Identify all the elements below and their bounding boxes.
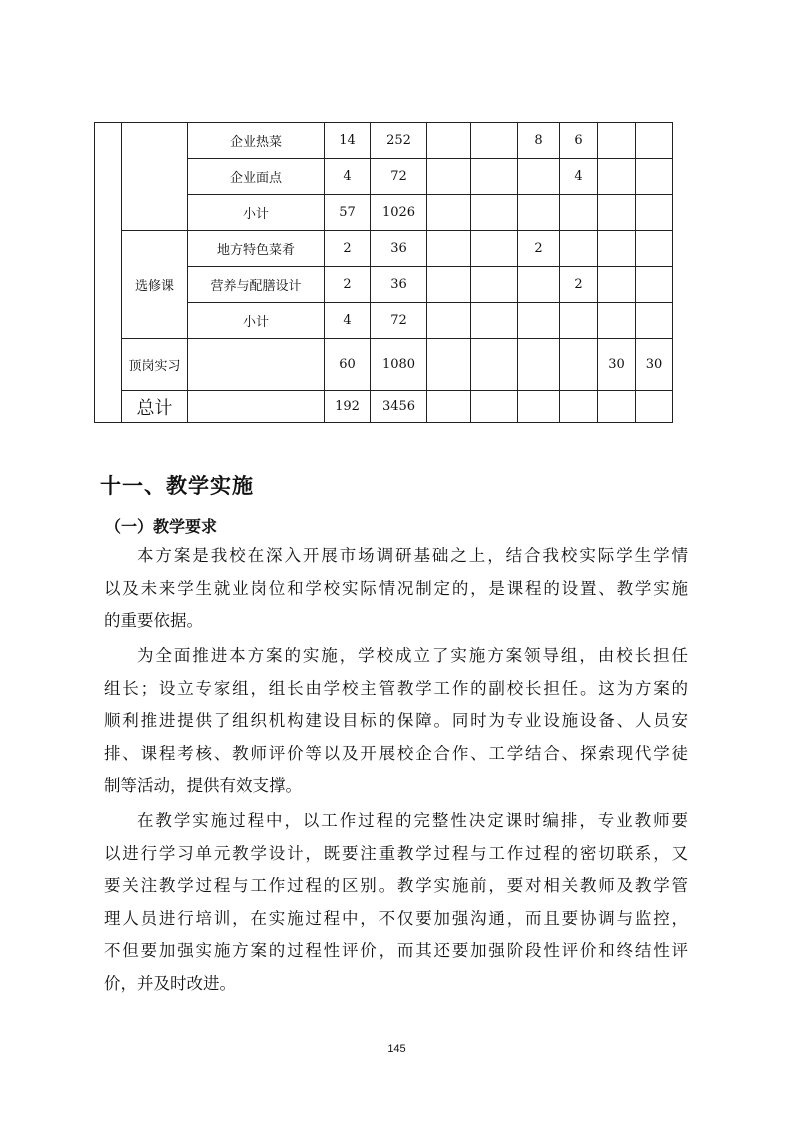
semester-cell	[636, 303, 673, 339]
course-name: 企业热菜	[188, 123, 325, 159]
course-name: 小计	[188, 303, 325, 339]
semester-cell	[636, 267, 673, 303]
page-number: 145	[387, 1043, 406, 1055]
semester-cell	[518, 267, 560, 303]
total-label: 总计	[122, 391, 188, 423]
text-line: 理人员进行培训，在实施过程中，不仅要加强沟通，而且要协调与监控，	[104, 908, 688, 928]
credits-cell: 2	[325, 267, 371, 303]
semester-cell	[518, 159, 560, 195]
table-row	[95, 339, 673, 391]
semester-cell: 2	[518, 231, 560, 267]
semester-cell	[427, 303, 471, 339]
semester-cell	[598, 231, 636, 267]
text-line: 本方案是我校在深入开展市场调研基础之上，结合我校实际学生学情	[137, 546, 688, 565]
course-name: 小计	[188, 195, 325, 231]
semester-cell	[598, 267, 636, 303]
text-line: 组长；设立专家组，组长由学校主管教学工作的副校长担任。这为方案的	[104, 678, 688, 698]
table-row	[95, 391, 673, 423]
course-name: 地方特色菜肴	[188, 231, 325, 267]
semester-cell	[560, 195, 598, 231]
hours-cell: 252	[371, 123, 427, 159]
paragraph	[104, 540, 688, 638]
semester-cell	[636, 159, 673, 195]
semester-cell	[471, 303, 518, 339]
semester-cell	[427, 123, 471, 159]
hours-cell: 72	[371, 303, 427, 339]
semester-cell	[560, 391, 598, 423]
course-name: 营养与配膳设计	[188, 267, 325, 303]
semester-cell	[636, 195, 673, 231]
semester-cell	[560, 303, 598, 339]
semester-cell: 4	[560, 159, 598, 195]
semester-cell	[560, 231, 598, 267]
credits-cell: 57	[325, 195, 371, 231]
semester-cell	[471, 195, 518, 231]
hours-cell: 72	[371, 159, 427, 195]
credits-cell: 4	[325, 159, 371, 195]
semester-cell	[427, 231, 471, 267]
semester-cell	[427, 267, 471, 303]
hours-cell: 36	[371, 231, 427, 267]
text-line: 为全面推进本方案的实施，学校成立了实施方案领导组，由校长担任	[137, 646, 688, 665]
semester-cell: 30	[598, 339, 636, 391]
text-line: 要关注教学过程与工作过程的区别。教学实施前，要对相关教师及教学管	[104, 876, 688, 895]
hours-cell: 36	[371, 267, 427, 303]
credits-cell: 60	[325, 339, 371, 391]
semester-cell	[518, 303, 560, 339]
elective-label: 选修课	[122, 231, 188, 339]
text-line: 顺利推进提供了组织机构建设目标的保障。同时为专业设施设备、人员安	[104, 711, 688, 730]
table-row	[95, 231, 673, 267]
semester-cell	[518, 391, 560, 423]
section-title: 十一、教学实施	[100, 474, 254, 498]
credits-cell: 192	[325, 391, 371, 423]
text-line: 不但要加强实施方案的过程性评价，而其还要加强阶段性评价和终结性评	[104, 941, 688, 960]
semester-cell	[636, 231, 673, 267]
credits-cell: 2	[325, 231, 371, 267]
group-cell	[122, 123, 188, 231]
semester-cell: 8	[518, 123, 560, 159]
semester-cell	[518, 195, 560, 231]
semester-cell	[636, 123, 673, 159]
paragraph	[104, 805, 688, 1000]
course-table	[94, 122, 673, 423]
semester-cell	[598, 123, 636, 159]
semester-cell	[518, 339, 560, 391]
paragraph	[104, 640, 688, 803]
internship-label: 顶岗实习	[122, 339, 188, 391]
category-cell	[95, 123, 122, 423]
text-line: 在教学实施过程中，以工作过程的完整性决定课时编排，专业教师要	[137, 811, 688, 830]
course-name	[188, 391, 325, 423]
semester-cell	[471, 123, 518, 159]
course-name	[188, 339, 325, 391]
subsection-title: （一）教学要求	[105, 517, 218, 536]
semester-cell	[636, 391, 673, 423]
credits-cell: 14	[325, 123, 371, 159]
semester-cell	[598, 195, 636, 231]
semester-cell	[427, 159, 471, 195]
table-row	[95, 123, 673, 159]
semester-cell	[471, 231, 518, 267]
text-line: 的重要依据。	[104, 611, 203, 630]
text-line: 制等活动，提供有效支撑。	[104, 776, 302, 795]
semester-cell	[598, 159, 636, 195]
semester-cell	[598, 303, 636, 339]
semester-cell: 2	[560, 267, 598, 303]
semester-cell: 6	[560, 123, 598, 159]
credits-cell: 4	[325, 303, 371, 339]
semester-cell	[427, 339, 471, 391]
semester-cell	[471, 391, 518, 423]
text-line: 以及未来学生就业岗位和学校实际情况制定的，是课程的设置、教学实施	[104, 578, 688, 598]
semester-cell	[560, 339, 598, 391]
hours-cell: 1080	[371, 339, 427, 391]
hours-cell: 1026	[371, 195, 427, 231]
course-name: 企业面点	[188, 159, 325, 195]
semester-cell	[427, 391, 471, 423]
semester-cell: 30	[636, 339, 673, 391]
semester-cell	[471, 159, 518, 195]
semester-cell	[427, 195, 471, 231]
hours-cell: 3456	[371, 391, 427, 423]
semester-cell	[471, 339, 518, 391]
text-line: 排、课程考核、教师评价等以及开展校企合作、工学结合、探索现代学徒	[104, 743, 688, 763]
semester-cell	[598, 391, 636, 423]
text-line: 以进行学习单元教学设计，既要注重教学过程与工作过程的密切联系，又	[104, 843, 688, 863]
semester-cell	[471, 267, 518, 303]
text-line: 价，并及时改进。	[104, 973, 236, 993]
